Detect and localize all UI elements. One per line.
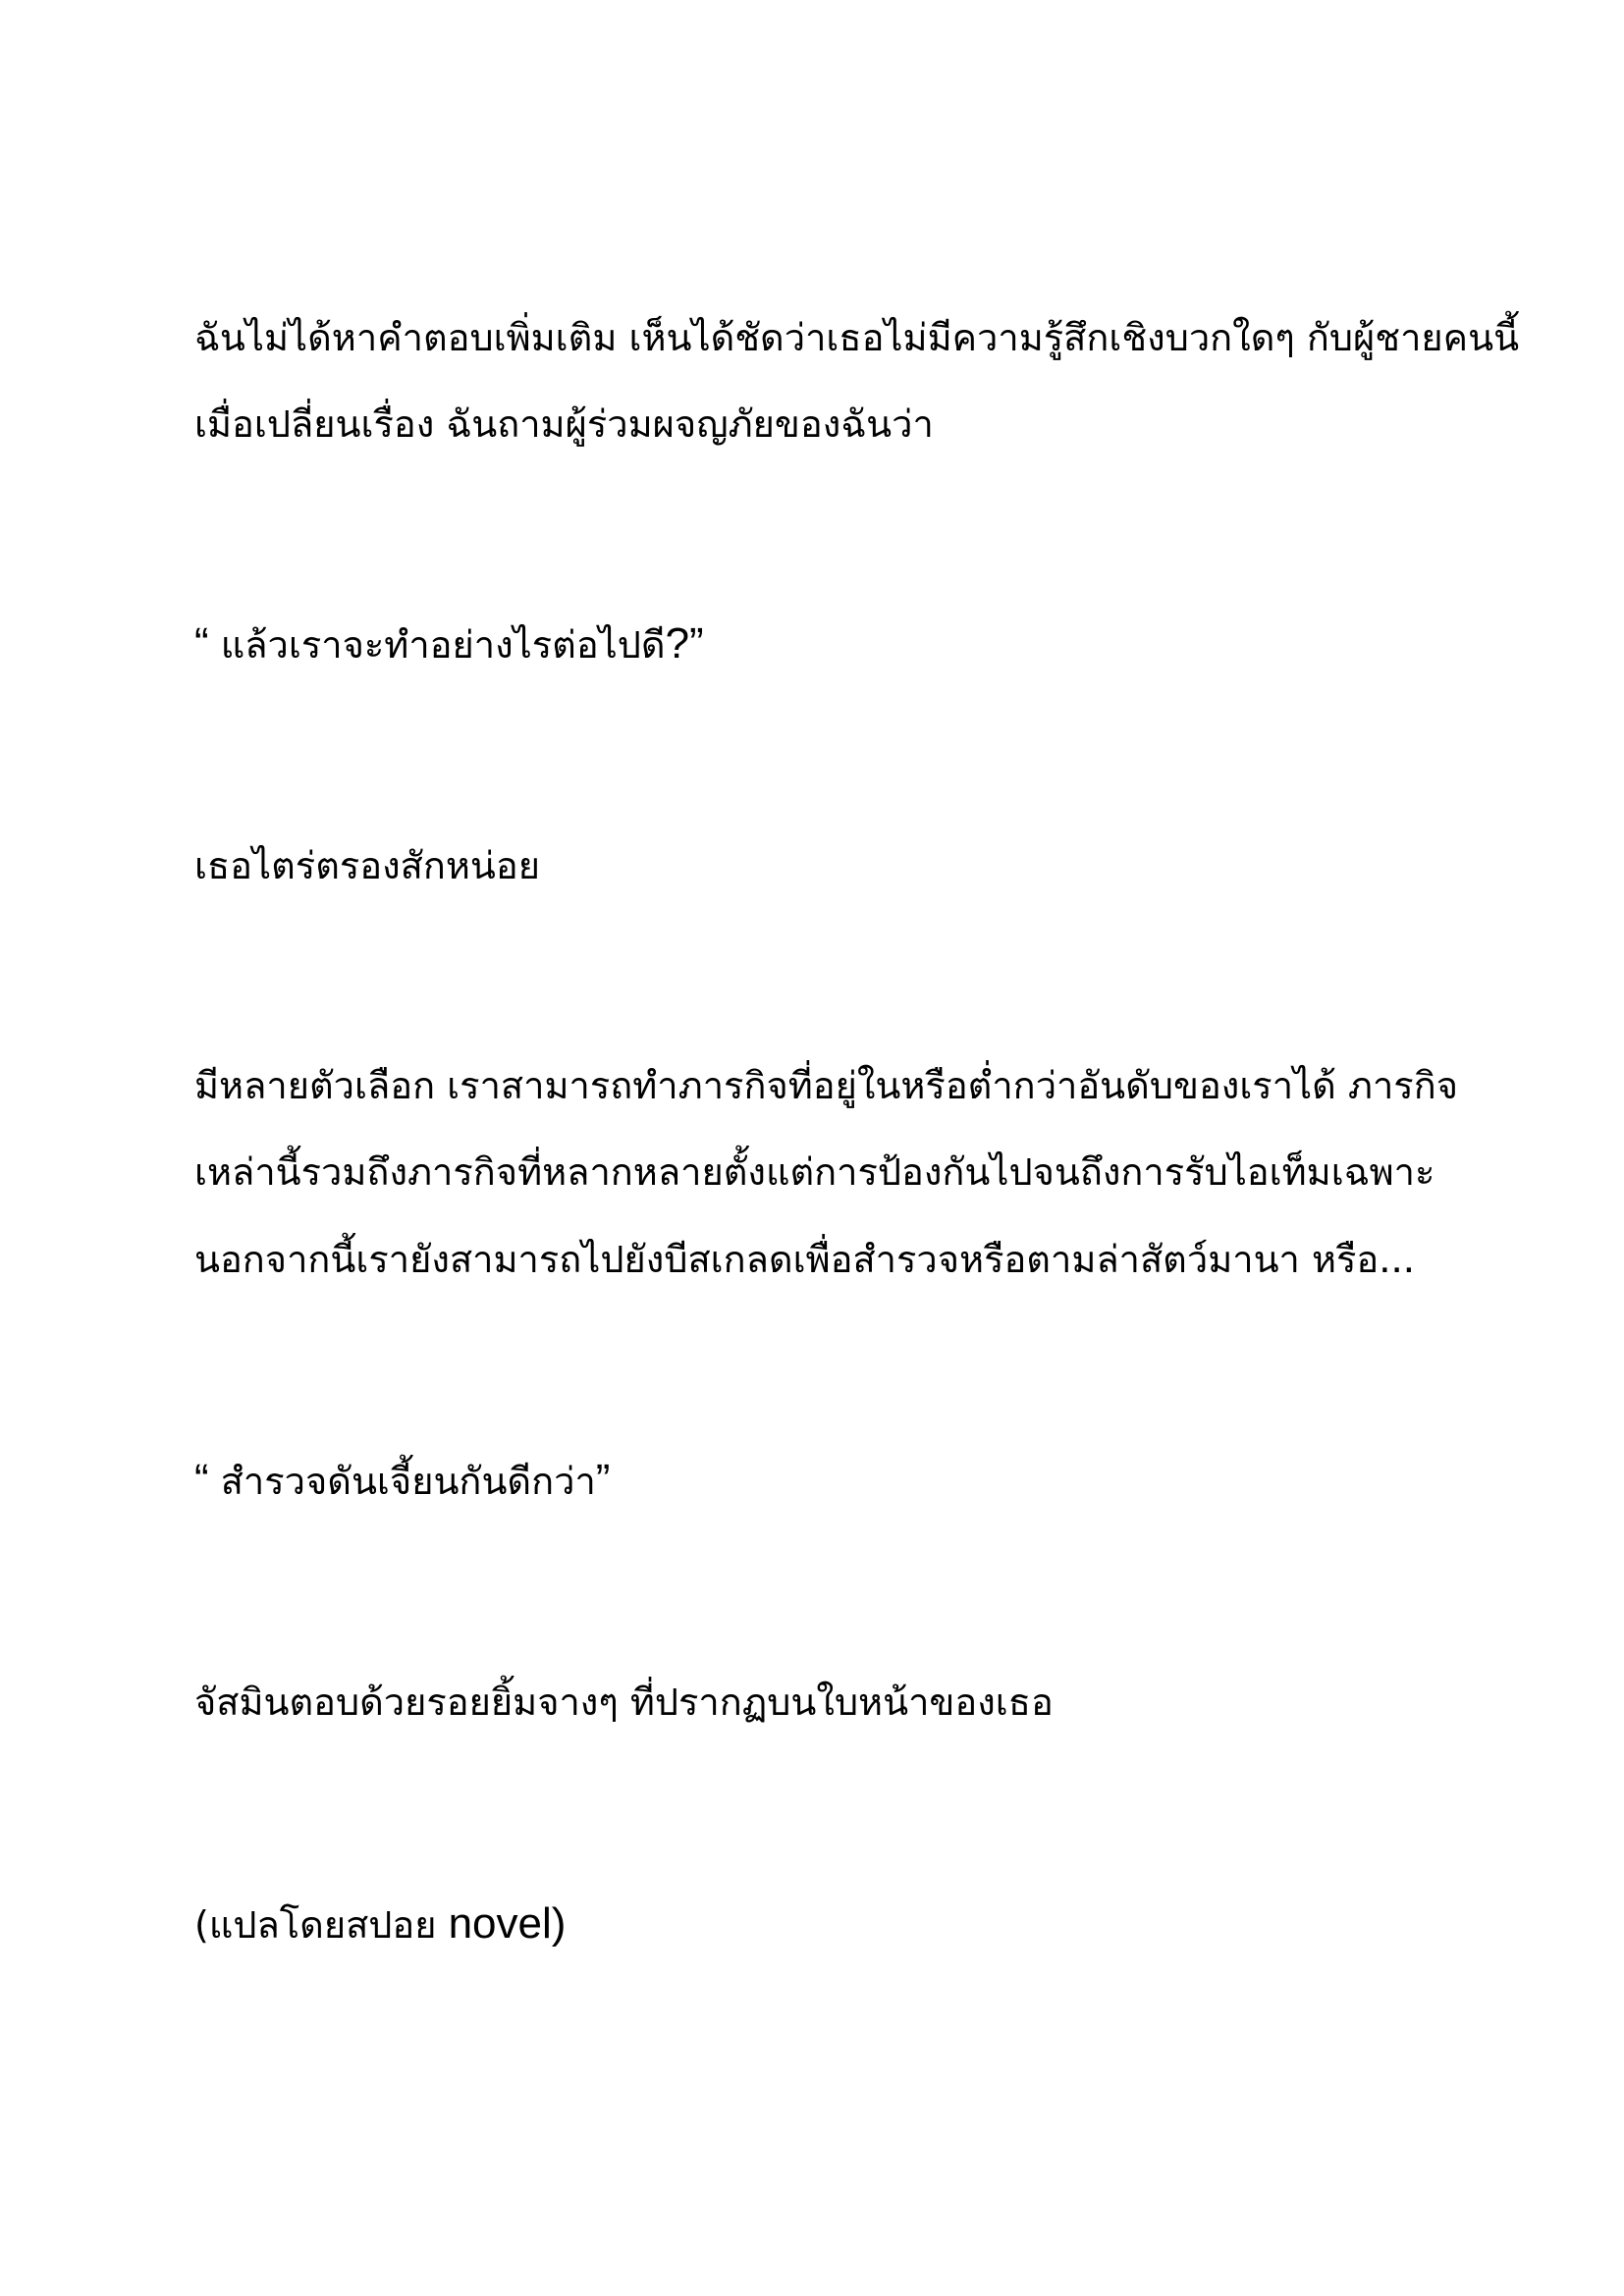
paragraph-3-line-1: เธอไตร่ตรองสักหน่อย (194, 844, 540, 887)
paragraph-4-line-2: เหล่านี้รวมถึงภารกิจที่หลากหลายตั้งแต่การป้องกันไปจนถึงการรับไอเท็มเฉพาะ (194, 1150, 1435, 1194)
dialogue-line-2 (194, 1455, 610, 1507)
open-quote: “ (194, 619, 209, 667)
close-quote-2: ” (595, 1456, 611, 1504)
paragraph-4-line-3-text: นอกจากนี้เรายังสามารถไปยังบีสเกลดเพื่อสำรวจหรือตามล่าสัตว์มานา หรือ (194, 1238, 1380, 1281)
open-quote-2: “ (194, 1456, 209, 1504)
paragraph-6-line-1: จัสมินตอบด้วยรอยยิ้มจางๆ ที่ปรากฏบนใบหน้าของเธอ (194, 1681, 1054, 1724)
paragraph-4-line-3 (194, 1233, 1415, 1285)
dialogue-line-1 (194, 618, 704, 670)
paragraph-1-line-1: ฉันไม่ได้หาคำตอบเพิ่มเติม เห็นได้ชัดว่าเธอไม่มีความรู้สึกเชิงบวกใดๆ กับผู้ชายคนนี้ (194, 316, 1520, 359)
ellipsis: ... (1379, 1234, 1415, 1282)
dialogue-text-2: สำรวจดันเจี้ยนกันดีกว่า (208, 1460, 596, 1503)
paragraph-4-line-1: มีหลายตัวเลือก เราสามารถทำภารกิจที่อยู่ในหรือต่ำกว่าอันดับของเราได้ ภารกิจ (194, 1064, 1458, 1107)
dialogue-text-1: แล้วเราจะทำอย่างไรต่อไปดี (208, 623, 666, 667)
close-punctuation-1: ?” (665, 619, 704, 667)
translator-credit-prefix: (แปลโดยสปอย (194, 1903, 449, 1947)
translator-credit (194, 1898, 566, 1950)
translator-credit-suffix: novel) (448, 1899, 567, 1948)
paragraph-1-line-2: เมื่อเปลี่ยนเรื่อง ฉันถามผู้ร่วมผจญภัยของฉันว่า (194, 402, 934, 446)
